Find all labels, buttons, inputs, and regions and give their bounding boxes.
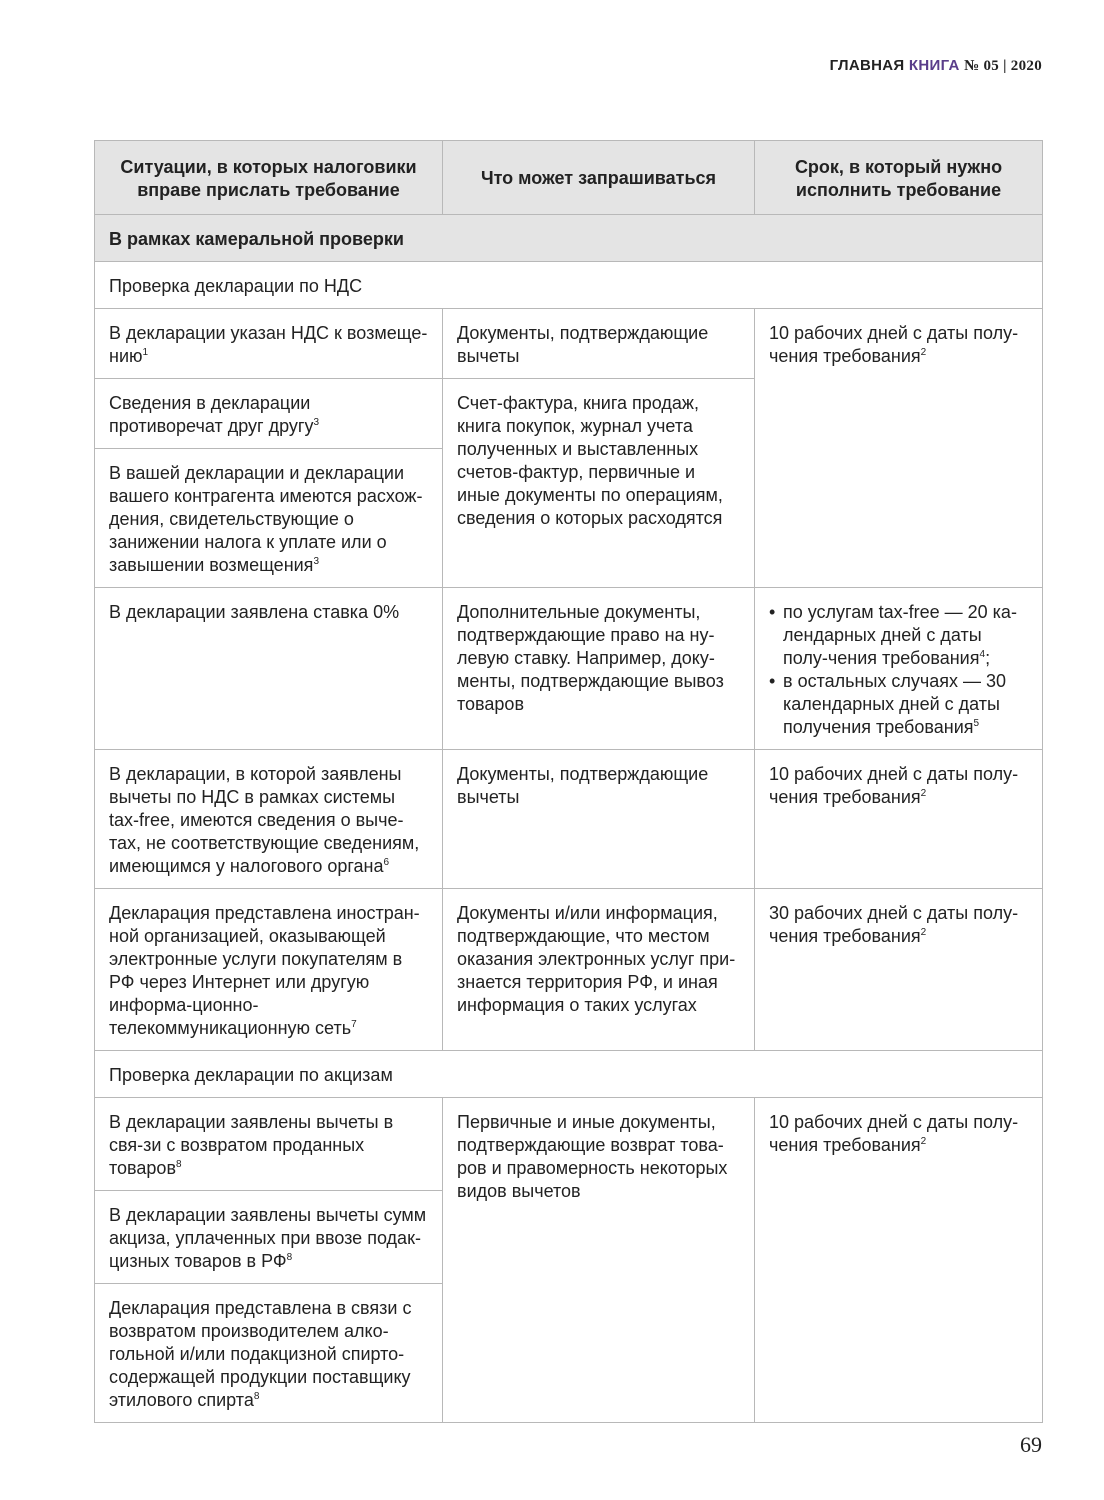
request-cell: Счет-фактура, книга продаж, книга покупок, журнал учета полученных и выставленных счетов-фактур, первичные и иные документы по операциям, сведения о которых расходятся [443,379,755,588]
situation-cell: В декларации заявлены вычеты сумм акциза, уплаченных при ввозе подак-цизных товаров в $РФ^8$ [95,1191,443,1284]
table-row [95,588,1043,750]
page-number: 69 [1020,1432,1042,1457]
deadline-cell [755,588,1043,750]
footnote-ref: 2 [920,927,927,938]
column-header-situations: Ситуации, в которых налоговики вправе прислать требование [95,141,443,215]
deadline-cell: 10 рабочих дней с даты полу-чения требования$^2$ [755,1098,1043,1423]
column-header-deadline: Срок, в который нужно исполнить требование [755,141,1043,215]
deadline-cell: 30 рабочих дней с даты полу-чения требования$^2$ [755,889,1043,1051]
requirements-table [94,140,1043,1423]
magazine-name: ГЛАВНАЯ [829,57,905,74]
list-item: • по услугам tax-free — 20 ка-лендарных дней с даты полу-чения требования$^4$; [769,601,1028,670]
footnote-ref: 3 [313,556,319,567]
subheading-vat: Проверка декларации по НДС [95,262,1043,309]
footnote-ref: 4 [979,649,986,660]
footnote-ref: 8 [176,1159,182,1170]
list-item: • в остальных случаях — 30 календарных дней с даты получения требования$^5$ [769,670,1028,739]
footnote-ref: 2 [920,1136,927,1147]
footnote-ref: 8 [253,1391,260,1402]
situation-cell: В декларации заявлены вычеты в свя-зи с возвратом проданных товаров$^8$ [95,1098,443,1191]
situation-cell: Декларация представлена в связи с возвратом производителем алко-гольной и/или подакцизной спирто-содержащей продукции поставщику этилового спирта$^8$ [95,1284,443,1423]
footnote-ref: 6 [383,857,390,868]
table-row [95,309,1043,379]
deadline-list [769,601,1028,739]
request-cell: Дополнительные документы, подтверждающие право на ну-левую ставку. Например, доку-менты, подтверждающие вывоз товаров [443,588,755,750]
section-row [95,215,1043,262]
situation-cell: В декларации указан НДС к возмеще-нию$^1$ [95,309,443,379]
footnote-ref: 5 [973,718,980,729]
table-row [95,889,1043,1051]
deadline-cell: 10 рабочих дней с даты полу-чения требования$^2$ [755,750,1043,889]
footnote-ref: 2 [920,788,927,799]
request-cell: Документы, подтверждающие вычеты [443,309,755,379]
subheading-row [95,1051,1043,1098]
footnote-ref: 1 [142,347,149,358]
section-title: В рамках камеральной проверки [95,215,1043,262]
footnote-ref: 3 [313,417,320,428]
table-row [95,750,1043,889]
table-header-row [95,141,1043,215]
subheading-excise: Проверка декларации по акцизам [95,1051,1043,1098]
column-header-requests: Что может запрашиваться [443,141,755,215]
footnote-ref: 7 [351,1019,357,1030]
issue-number: № 05 | 2020 [964,58,1042,74]
subheading-row [95,262,1043,309]
magazine-name-accent: КНИГА [908,57,960,74]
table-row [95,1098,1043,1191]
situation-cell: В декларации, в которой заявлены вычеты по НДС в рамках системы tax-free, имеются сведения о выче-тах, не соответствующие сведениям, имеющимся у налогового органа$^6$ [95,750,443,889]
footnote-ref: 8 [286,1252,293,1263]
request-cell: Документы, подтверждающие вычеты [443,750,755,889]
footnote-ref: 2 [920,347,927,358]
situation-cell: Сведения в декларации противоречат друг другу$^3$ [95,379,443,449]
request-cell: Документы и/или информация, подтверждающие, что местом оказания электронных услуг при-знается территория РФ, и иная информация о таких услугах [443,889,755,1051]
situation-cell: Декларация представлена иностран-ной организацией, оказывающей электронные услуги покупателям в РФ через Интернет или другую информа-ционно-телекоммуникационную сеть$^7$ [95,889,443,1051]
running-header [830,57,1042,75]
situation-cell: В декларации заявлена ставка 0% [95,588,443,750]
situation-cell: В вашей декларации и декларации вашего контрагента имеются расхож-дения, свидетельствующие о занижении налога к уплате или о завышении возмещения$^3$ [95,449,443,588]
request-cell: Первичные и иные документы, подтверждающие возврат това-ров и правомерность некоторых видов вычетов [443,1098,755,1423]
deadline-cell: 10 рабочих дней с даты полу-чения требования$^2$ [755,309,1043,588]
